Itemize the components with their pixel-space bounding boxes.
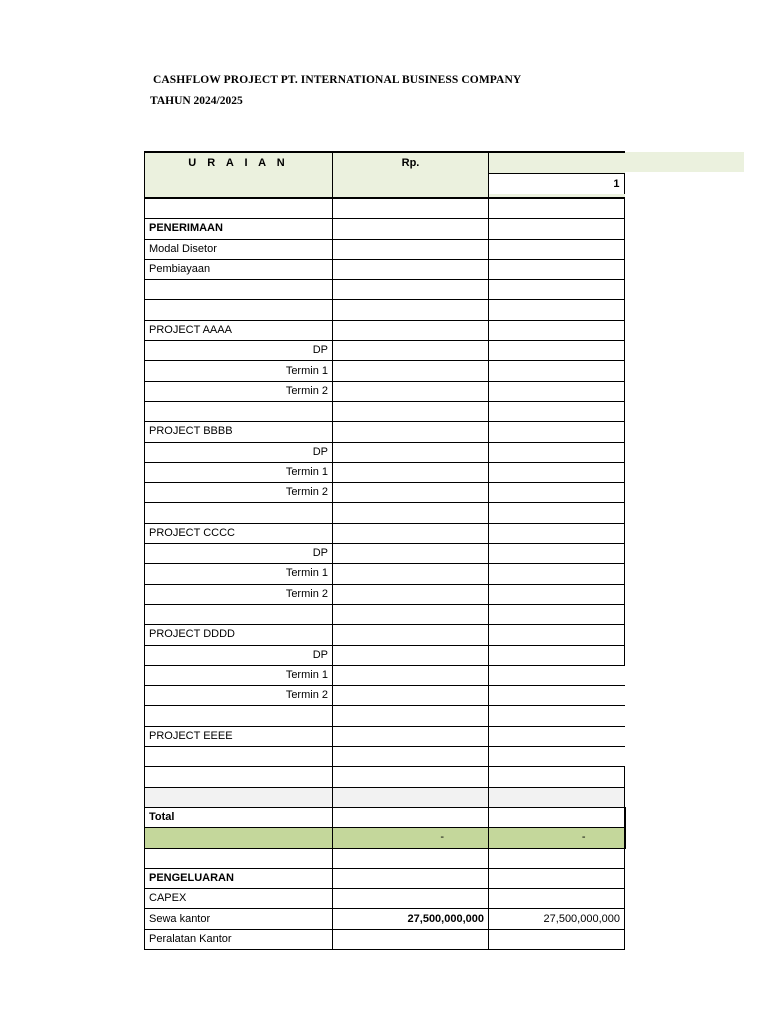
cell-rp[interactable] (333, 787, 489, 807)
cell-rp[interactable] (333, 442, 489, 462)
cell-rp[interactable] (333, 239, 489, 259)
cell-p1[interactable] (489, 686, 625, 706)
cell-rp[interactable] (333, 645, 489, 665)
cell-rp[interactable] (333, 523, 489, 543)
cell-rp[interactable] (333, 747, 489, 767)
cell-p1[interactable] (489, 259, 625, 279)
cell-rp[interactable] (333, 381, 489, 401)
sewa-kantor-rp[interactable]: 27,500,000,000 (333, 909, 489, 929)
cell-p1[interactable] (489, 807, 625, 827)
row-label-termin-1[interactable]: Termin 1 (145, 665, 333, 685)
cell-rp[interactable] (333, 604, 489, 624)
cell-p1[interactable] (489, 787, 625, 807)
cell-rp[interactable] (333, 462, 489, 482)
cell-rp[interactable] (333, 564, 489, 584)
cell-rp[interactable] (333, 280, 489, 300)
cell-p1[interactable] (489, 868, 625, 888)
cell-p1[interactable] (489, 219, 625, 239)
document-year: TAHUN 2024/2025 (150, 95, 243, 107)
cell-p1[interactable] (489, 544, 625, 564)
row-label-dp[interactable]: DP (145, 645, 333, 665)
cell-rp[interactable] (333, 219, 489, 239)
row-label-peralatan-kantor[interactable]: Peralatan Kantor (145, 929, 333, 949)
cell-rp[interactable] (333, 706, 489, 726)
row-label-termin-2[interactable]: Termin 2 (145, 584, 333, 604)
row-label-dp[interactable]: DP (145, 544, 333, 564)
row-label-sewa-kantor[interactable]: Sewa kantor (145, 909, 333, 929)
cell-p1[interactable] (489, 483, 625, 503)
cell-label[interactable] (145, 747, 333, 767)
cell-rp[interactable] (333, 483, 489, 503)
total-p1-value[interactable]: - (489, 828, 625, 848)
cell-p1[interactable] (489, 320, 625, 340)
cell-p1[interactable] (489, 442, 625, 462)
row-label-modal-disetor[interactable]: Modal Disetor (145, 239, 333, 259)
row-label-termin-2[interactable]: Termin 2 (145, 686, 333, 706)
row-label-project-bbbb[interactable]: PROJECT BBBB (145, 422, 333, 442)
cell-rp[interactable] (333, 401, 489, 421)
cell-p1[interactable] (489, 401, 625, 421)
cell-rp[interactable] (333, 503, 489, 523)
cell-rp[interactable] (333, 889, 489, 909)
cell-p1[interactable] (489, 523, 625, 543)
cell-p1[interactable] (489, 726, 625, 746)
cell-p1[interactable] (489, 564, 625, 584)
cell-p1[interactable] (489, 381, 625, 401)
row-label-project-eeee[interactable]: PROJECT EEEE (145, 726, 333, 746)
cell-rp[interactable] (333, 868, 489, 888)
cell-label[interactable] (145, 503, 333, 523)
section-penerimaan[interactable]: PENERIMAAN (145, 219, 333, 239)
row-label-dp[interactable]: DP (145, 341, 333, 361)
row-label-project-cccc[interactable]: PROJECT CCCC (145, 523, 333, 543)
cell-rp[interactable] (333, 767, 489, 787)
cell-p1[interactable] (489, 280, 625, 300)
section-pengeluaran[interactable]: PENGELUARAN (145, 868, 333, 888)
cell-p1[interactable] (489, 665, 625, 685)
cell-rp[interactable] (333, 726, 489, 746)
cell-rp[interactable] (333, 929, 489, 949)
row-label-termin-1[interactable]: Termin 1 (145, 564, 333, 584)
cell-label[interactable] (145, 604, 333, 624)
cell-rp[interactable] (333, 341, 489, 361)
cell-rp[interactable] (333, 584, 489, 604)
document-title: CASHFLOW PROJECT PT. INTERNATIONAL BUSINESS COMPANY (153, 74, 522, 86)
row-label-termin-2[interactable]: Termin 2 (145, 381, 333, 401)
cell-p1[interactable] (489, 747, 625, 767)
cell-rp[interactable] (333, 807, 489, 827)
cashflow-table (144, 151, 626, 950)
cell-rp[interactable] (333, 422, 489, 442)
cell-rp[interactable] (333, 300, 489, 320)
cell-label[interactable] (145, 706, 333, 726)
cell-p1[interactable] (489, 422, 625, 442)
column-header-period: 1 (489, 174, 625, 194)
cell-label[interactable] (145, 848, 333, 868)
cell-p1[interactable] (489, 584, 625, 604)
cell-rp[interactable] (333, 544, 489, 564)
cell-p1[interactable] (489, 503, 625, 523)
cell-p1[interactable] (489, 361, 625, 381)
cell-p1[interactable] (489, 239, 625, 259)
row-label-termin-1[interactable]: Termin 1 (145, 361, 333, 381)
cell-p1[interactable] (489, 848, 625, 868)
cell-p1[interactable] (489, 645, 625, 665)
cell-p1[interactable] (489, 706, 625, 726)
cell-rp[interactable] (333, 198, 489, 219)
cell-p1[interactable] (489, 929, 625, 949)
row-label-termin-1[interactable]: Termin 1 (145, 462, 333, 482)
cell-rp[interactable] (333, 665, 489, 685)
cell-p1[interactable] (489, 462, 625, 482)
cell-rp[interactable] (333, 848, 489, 868)
cell-label[interactable] (145, 787, 333, 807)
cell-p1[interactable] (489, 198, 625, 219)
cell-p1[interactable] (489, 889, 625, 909)
cell-label[interactable] (145, 401, 333, 421)
cell-rp[interactable] (333, 361, 489, 381)
row-label-dp[interactable]: DP (145, 442, 333, 462)
cell-p1[interactable] (489, 341, 625, 361)
cell-p1[interactable] (489, 604, 625, 624)
cell-p1[interactable] (489, 625, 625, 645)
cell-p1[interactable] (489, 300, 625, 320)
cell-rp[interactable] (333, 320, 489, 340)
total-rp-value[interactable]: - (333, 828, 489, 848)
row-label-project-dddd[interactable]: PROJECT DDDD (145, 625, 333, 645)
sewa-kantor-p1[interactable]: 27,500,000,000 (489, 909, 625, 929)
cell-p1[interactable] (489, 767, 625, 787)
cell-rp[interactable] (333, 625, 489, 645)
cell-label[interactable] (145, 280, 333, 300)
row-label-termin-2[interactable]: Termin 2 (145, 483, 333, 503)
column-header-rp: Rp. (333, 152, 489, 198)
cell-rp[interactable] (333, 259, 489, 279)
total-value-label[interactable] (145, 828, 333, 848)
row-label-pembiayaan[interactable]: Pembiayaan (145, 259, 333, 279)
row-label-total[interactable]: Total (145, 807, 333, 827)
cell-rp[interactable] (333, 686, 489, 706)
cell-label[interactable] (145, 198, 333, 219)
row-label-capex[interactable]: CAPEX (145, 889, 333, 909)
row-label-project-aaaa[interactable]: PROJECT AAAA (145, 320, 333, 340)
cell-label[interactable] (145, 300, 333, 320)
column-header-uraian: U R A I A N (145, 152, 333, 198)
cell-label[interactable] (145, 767, 333, 787)
